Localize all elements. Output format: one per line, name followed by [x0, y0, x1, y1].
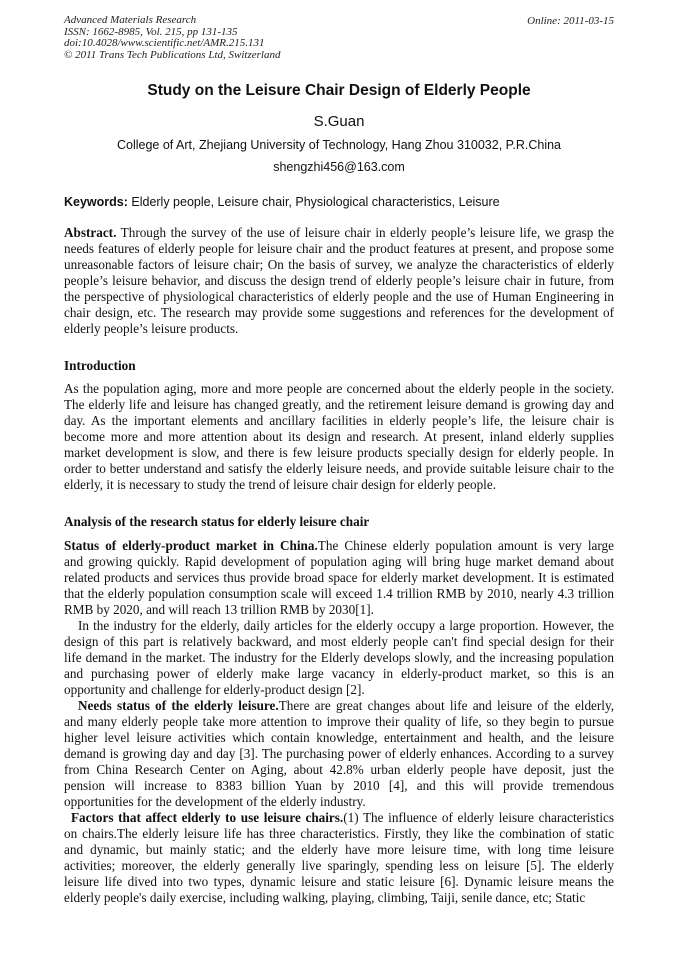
text-line: elderly people's daily exercise, including walking, playing, climbing, Taiji, senile dance, etc; Static: [64, 890, 586, 905]
text-line: activities; moreover, the elderly generally live sparingly, spending less on leisure [5]. The elderly: [64, 858, 614, 873]
text-line: design of this part is relatively backward, and most elderly people can't find special design for their: [64, 634, 614, 649]
keywords-text: Elderly people, Leisure chair, Physiological characteristics, Leisure: [127, 195, 500, 209]
run-in-heading: Factors that affect elderly to use leisure chairs.: [71, 810, 344, 825]
introduction-heading: Introduction: [64, 358, 136, 373]
text-line: that the elderly population consumption scale will exceed 1.4 trillion RMB by 2010, nearly 4.3 trillion: [64, 586, 614, 601]
text-line: the perspective of physiological characteristics of elderly people and the use of Human Engineering in: [64, 289, 614, 304]
text-line: demand is growing day and day [3]. The purchasing power of elderly enhances. According to a survey: [64, 746, 614, 761]
issn: ISSN: 1662-8985, Vol. 215, pp 131-135: [64, 25, 238, 38]
line-text: The Chinese elderly population amount is very large: [317, 538, 614, 553]
run-in-heading: Needs status of the elderly leisure.: [78, 698, 279, 713]
email: shengzhi456@163.com: [273, 160, 405, 174]
text-line: needs features of elderly people for leisure chair and the product features at present, and propose some: [64, 241, 614, 256]
text-line: [64, 698, 614, 714]
introduction-body: [64, 381, 614, 493]
text-line: As the population aging, more and more people are concerned about the elderly people in the society.: [64, 381, 614, 396]
paragraph: [64, 698, 614, 810]
text-line: [64, 538, 614, 554]
abstract: [64, 225, 614, 337]
journal-name: Advanced Materials Research: [64, 14, 197, 26]
text-line: opportunities for the development of the elderly industry.: [64, 794, 366, 809]
text-line: leisure life dived into two types, dynamic leisure and static leisure [6]. Dynamic leisure means the: [64, 874, 614, 889]
online-date: Online: 2011-03-15: [527, 15, 614, 27]
text-line: The elderly life and leisure has changed greatly, and the retirement leisure demand is growing day and: [64, 397, 614, 412]
text-line: elderly people’s leisure products.: [64, 321, 239, 336]
paragraph: [64, 618, 614, 698]
line-text: There are great changes about life and leisure of the elderly,: [278, 698, 615, 713]
text-line: people’s leisure behavior, and discuss the design trend of elderly people’s leisure chair in future, from: [64, 273, 614, 288]
text-line: and dynamic, but mainly static; and the elderly have more leisure time, with long time leisure: [64, 842, 614, 857]
paragraph: [64, 810, 614, 906]
text-line: chair design, etc. The research may provide some suggestions and references for the development of: [64, 305, 614, 320]
doi: doi:10.4028/www.scientific.net/AMR.215.131: [64, 37, 265, 49]
text-line: market development is slow, and there is few leisure products specially design for elderly people. In: [64, 445, 614, 460]
text-line: life demand in the market. The industry for the Elderly develops slowly, and the increasing population: [64, 650, 614, 665]
keywords: [64, 195, 500, 209]
copyright: © 2011 Trans Tech Publications Ltd, Switzerland: [64, 48, 281, 61]
text-line: and purchasing power of elderly make large vacancy in elderly-product market, so this is an: [64, 666, 614, 681]
author: S.Guan: [313, 113, 365, 130]
text-line: In the industry for the elderly, daily articles for the elderly occupy a large proportion. However, the: [78, 618, 614, 633]
text-line: elderly, it is necessary to study the trend of leisure chair design for elderly people.: [64, 477, 496, 492]
text-line: on chairs.The elderly leisure life has three characteristics. Firstly, they like the combination of static: [64, 826, 614, 841]
text-line: and many elderly people take more attention to improve their quality of life, so they begin to pursue: [64, 714, 614, 729]
text-line: day. As the important elements and ancillary facilities in elderly people’s life, the leisure chair is: [64, 413, 614, 428]
text-line: become more and more attention about its design and research. At present, inland elderly supplies: [64, 429, 614, 444]
text-line: order to better understand and satisfy the elderly leisure needs, and provide suitable leisure chair to the: [64, 461, 614, 476]
analysis-body: [64, 538, 614, 906]
text-line: [64, 225, 614, 241]
text-line: higher level leisure activities which contain knowledge, entertainment and health, and the leisure: [64, 730, 614, 745]
line-text: Through the survey of the use of leisure chair in elderly people’s leisure life, we grasp the: [116, 225, 614, 240]
text-line: RMB by 2020, and will reach 13 trillion RMB by 2030[1].: [64, 602, 374, 617]
run-in-heading: Status of elderly-product market in China.: [64, 538, 318, 553]
paper-title: Study on the Leisure Chair Design of Elderly People: [147, 82, 531, 99]
text-line: [64, 810, 614, 826]
text-line: pension will increase to 8383 billion Yuan by 2010 [4], and this will provide tremendous: [64, 778, 614, 793]
text-line: from China Research Center on Aging, about 42.8% urban elderly people have deposit, just the: [64, 762, 614, 777]
text-line: and growing quickly. Rapid development of population aging will bring huge market demand about: [64, 554, 614, 569]
journal-header: [64, 15, 280, 61]
keywords-label: Keywords:: [64, 195, 128, 209]
run-in-heading: Abstract.: [64, 225, 117, 240]
text-line: related products and services thus provide broad space for elderly market development. It is estimated: [64, 570, 614, 585]
analysis-heading: Analysis of the research status for elderly leisure chair: [64, 514, 370, 529]
affiliation: College of Art, Zhejiang University of Technology, Hang Zhou 310032, P.R.China: [116, 138, 562, 152]
text-line: opportunity and challenge for elderly-product design [2].: [64, 682, 365, 697]
paragraph: [64, 538, 614, 618]
text-line: unreasonable factors of leisure chair; On the basis of survey, we analyze the characteristics of elderly: [64, 257, 614, 272]
line-text: (1) The influence of elderly leisure characteristics: [343, 810, 614, 825]
